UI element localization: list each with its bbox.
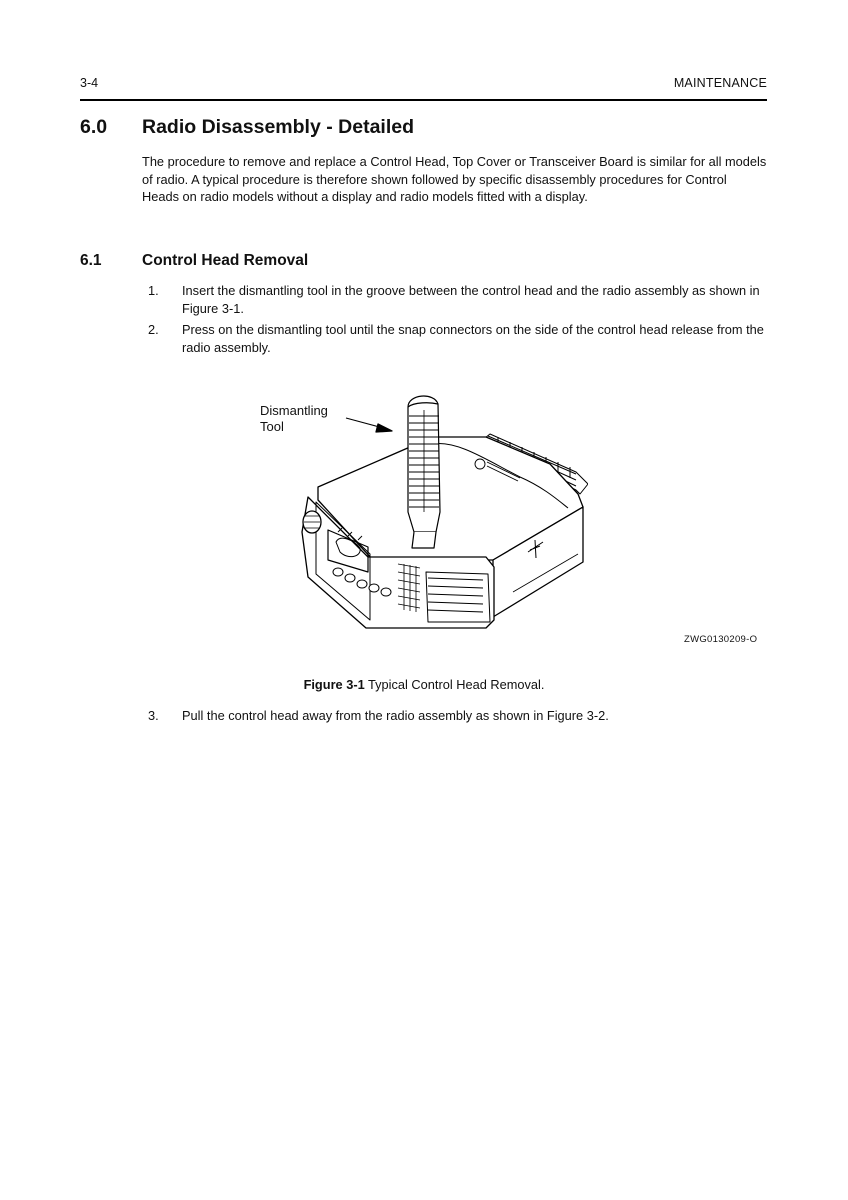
step-number: 2. xyxy=(148,322,159,337)
figure-caption xyxy=(0,677,848,692)
step-number: 1. xyxy=(148,283,159,298)
callout-line-1: Dismantling xyxy=(260,403,328,418)
figure-code: ZWG0130209-O xyxy=(684,634,758,645)
figure-callout xyxy=(260,403,328,435)
page-number: 3-4 xyxy=(80,76,99,90)
caption-text: Typical Control Head Removal. xyxy=(364,677,545,692)
step-text: Press on the dismantling tool until the snap connectors on the side of the control head release from the radio assembly. xyxy=(182,322,764,355)
page-header xyxy=(80,76,767,94)
caption-label: Figure 3-1 xyxy=(303,677,365,692)
subsection-number: 6.1 xyxy=(80,252,102,269)
dismantling-tool-shape xyxy=(408,396,440,548)
header-section-title: MAINTENANCE xyxy=(673,76,767,90)
header-rule xyxy=(80,99,767,101)
subsection-title: Control Head Removal xyxy=(142,252,309,269)
step-text: Pull the control head away from the radio assembly as shown in Figure 3-2. xyxy=(182,708,609,723)
callout-line-2: Tool xyxy=(260,419,284,434)
section-number: 6.0 xyxy=(80,116,108,138)
step-text: Insert the dismantling tool in the groove between the control head and the radio assembly as shown in Figure 3-1. xyxy=(182,283,760,316)
intro-paragraph: The procedure to remove and replace a Control Head, Top Cover or Transceiver Board is similar for all models of radio. A typical procedure is therefore shown followed by specific disassembly procedures for Control Heads on radio models without a display and radio models fitted with a display. xyxy=(142,154,767,204)
section-title: Radio Disassembly - Detailed xyxy=(142,116,415,138)
step-number: 3. xyxy=(148,708,159,723)
